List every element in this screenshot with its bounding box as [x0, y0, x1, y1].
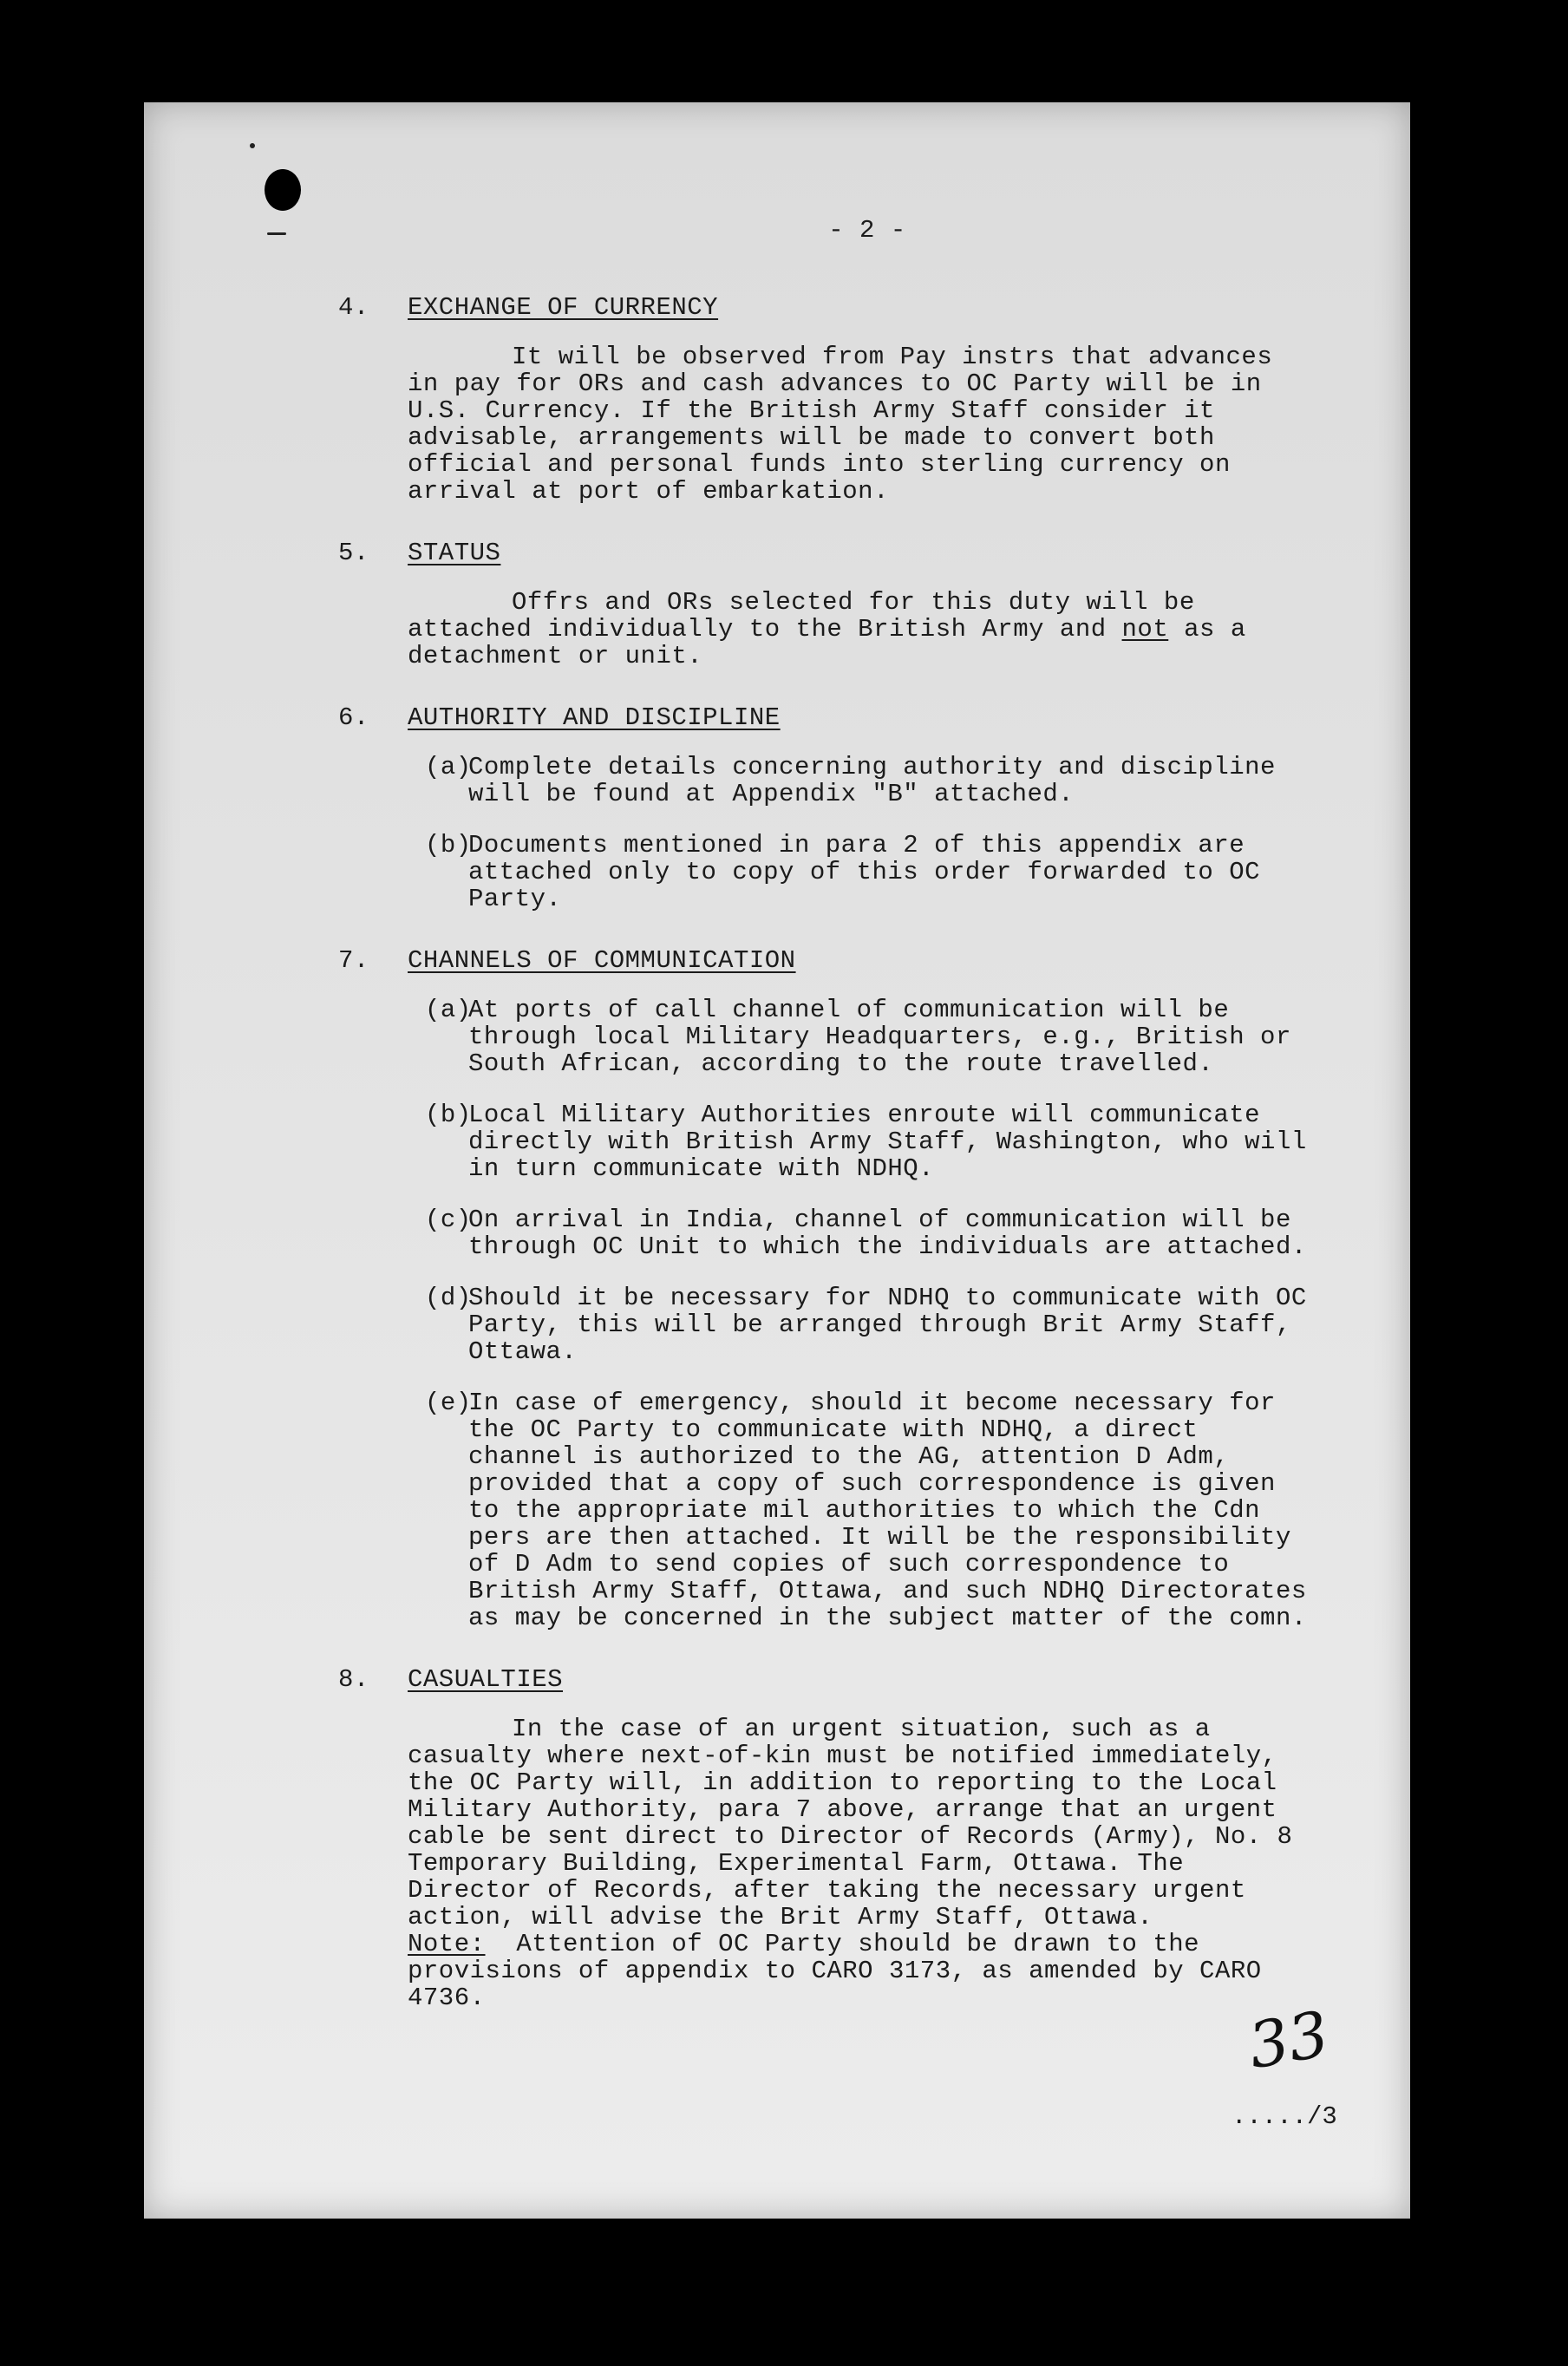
- section-title: EXCHANGE OF CURRENCY: [408, 293, 719, 322]
- section-status: [338, 539, 1318, 670]
- section-heading: [338, 294, 1318, 321]
- section-title: CHANNELS OF COMMUNICATION: [408, 946, 796, 975]
- subparagraph-text: At ports of call channel of communication will be through local Military Headquarters, e.g., British or South African, according to the route travelled.: [468, 996, 1291, 1078]
- section-authority-and-discipline: [338, 704, 1318, 912]
- section-channels-of-communication: [338, 947, 1318, 1631]
- section-heading: [338, 1666, 1318, 1693]
- punch-hole: [265, 169, 301, 211]
- subparagraph: [425, 754, 1318, 807]
- subparagraph-label: (c): [425, 1206, 472, 1234]
- subparagraph: [425, 1389, 1318, 1631]
- continuation-marker: ...../3: [1232, 2102, 1337, 2131]
- subparagraph-label: (a): [425, 753, 472, 781]
- emphasized-word: not: [1121, 615, 1169, 644]
- section-title: CASUALTIES: [408, 1665, 564, 1694]
- section-number: 7.: [338, 946, 369, 975]
- handwritten-folio-number: 33: [1243, 1997, 1335, 2083]
- section-paragraph: [408, 589, 1318, 670]
- section-number: 8.: [338, 1665, 369, 1694]
- subparagraph-text: In case of emergency, should it become necessary for the OC Party to communicate with NDHQ, a direct channel is authorized to the AG, attention D Adm, provided that a copy of such correspondence is given to the appropriate mil authorities to which the Cdn pers are then attached. It will be the responsibility of D Adm to send copies of such correspondence to British Army Staff, Ottawa, and such NDHQ Directorates as may be concerned in the subject matter of the comn.: [468, 1389, 1307, 1632]
- note: [408, 1931, 1318, 2011]
- subparagraph-text: Documents mentioned in para 2 of this appendix are attached only to copy of this order forwarded to OC Party.: [468, 831, 1261, 913]
- section-number: 6.: [338, 703, 369, 732]
- subparagraph-text: Should it be necessary for NDHQ to communicate with OC Party, this will be arranged through Brit Army Staff, Ottawa.: [468, 1284, 1307, 1366]
- section-number: 5.: [338, 539, 369, 567]
- subparagraph-text: Local Military Authorities enroute will communicate directly with British Army Staff, Washington, who will in turn communicate with NDHQ.: [468, 1101, 1307, 1183]
- subparagraph-label: (a): [425, 996, 472, 1024]
- section-heading: [338, 539, 1318, 566]
- subparagraph: [425, 1101, 1318, 1182]
- section-heading: [338, 947, 1318, 974]
- subparagraph: [425, 1206, 1318, 1260]
- subparagraph-label: (e): [425, 1389, 472, 1417]
- note-label: Note:: [408, 1930, 486, 1958]
- ink-speck: [250, 143, 255, 148]
- section-title: AUTHORITY AND DISCIPLINE: [408, 703, 781, 732]
- section-exchange-of-currency: [338, 294, 1318, 505]
- page-number: - 2 -: [828, 216, 906, 245]
- subparagraph-label: (b): [425, 1101, 472, 1129]
- subparagraph-label: (b): [425, 831, 472, 859]
- subparagraph: [425, 997, 1318, 1077]
- paragraph-text: Offrs and ORs selected for this duty will be attached individually to the British Army and: [408, 588, 1195, 644]
- document-body: [338, 217, 1318, 2046]
- subparagraph: [425, 1284, 1318, 1365]
- section-heading: [338, 704, 1318, 731]
- section-casualties: [338, 1666, 1318, 2011]
- section-title: STATUS: [408, 539, 501, 567]
- subparagraph-text: Complete details concerning authority and discipline will be found at Appendix "B" attached.: [468, 753, 1276, 808]
- subparagraph: [425, 832, 1318, 912]
- section-paragraph: It will be observed from Pay instrs that advances in pay for ORs and cash advances to OC Party will be in U.S. Currency. If the British Army Staff consider it advisable, arrangements will be made to convert both official and personal funds into sterling currency on arrival at port of embarkation.: [408, 343, 1273, 506]
- note-text: Attention of OC Party should be drawn to the provisions of appendix to CARO 3173, as amended by CARO 4736.: [408, 1930, 1262, 2012]
- ink-speck: [267, 232, 286, 235]
- section-number: 4.: [338, 293, 369, 322]
- subparagraph-label: (d): [425, 1284, 472, 1312]
- paragraph-text: as a detachment or unit.: [408, 615, 1246, 670]
- subparagraph-text: On arrival in India, channel of communication will be through OC Unit to which the individuals are attached.: [468, 1206, 1307, 1261]
- section-paragraph: In the case of an urgent situation, such as a casualty where next-of-kin must be notified immediately, the OC Party will, in addition to reporting to the Local Military Authority, para 7 above, arrange that an urgent cable be sent direct to Director of Records (Army), No. 8 Temporary Building, Experimental Farm, Ottawa. The Director of Records, after taking the necessary urgent action, will advise the Brit Army Staff, Ottawa.: [408, 1715, 1293, 1931]
